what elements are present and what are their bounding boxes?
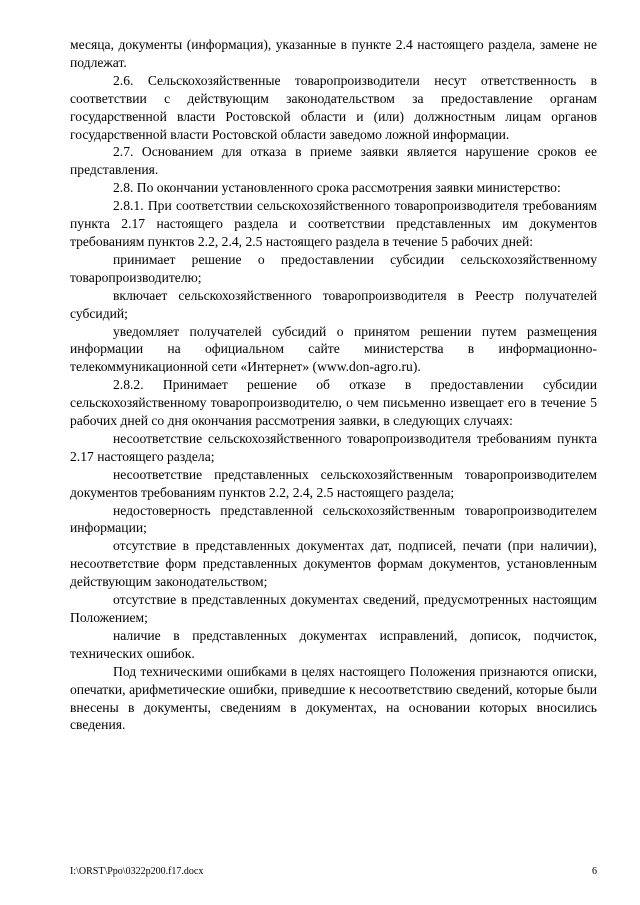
paragraph: отсутствие в представленных документах дат, подписей, печати (при наличии), несоответствие форм представленных документов формам документов, установленным действующим законодательством; [70, 538, 597, 590]
paragraph: наличие в представленных документах исправлений, дописок, подчисток, технических ошибок. [70, 627, 597, 661]
document-body [70, 36, 597, 734]
paragraph: недостоверность представленной сельскохозяйственным товаропроизводителем информации; [70, 502, 597, 536]
paragraph: месяца, документы (информация), указанные в пункте 2.4 настоящего раздела, замене не подлежат. [70, 37, 597, 70]
paragraph: несоответствие сельскохозяйственного товаропроизводителя требованиям пункта 2.17 настоящего раздела; [70, 430, 597, 464]
page-number: 6 [592, 866, 597, 877]
footer-file-path: I:\ORST\Ppo\0322p200.f17.docx [70, 866, 204, 877]
paragraph: Под техническими ошибками в целях настоящего Положения признаются описки, опечатки, арифметические ошибки, приведшие к несоответствию сведений, которые были внесены в документы, сведениям в документах, на основании которых вносились сведения. [70, 663, 597, 733]
paragraph: 2.7. Основанием для отказа в приеме заявки является нарушение сроков ее представления. [70, 144, 597, 178]
paragraph: 2.8. По окончании установленного срока рассмотрения заявки министерство: [113, 180, 561, 196]
paragraph: включает сельскохозяйственного товаропроизводителя в Реестр получателей субсидий; [70, 287, 597, 321]
paragraph: 2.6. Сельскохозяйственные товаропроизводители несут ответственность в соответствии с действующим законодательством за предоставление органам государственной власти Ростовской области и (или) должностным лицам органов государственной власти Ростовской области заведомо ложной информации. [70, 72, 597, 142]
paragraph: уведомляет получателей субсидий о принятом решении путем размещения информации на официальном сайте министерства в информационно-телекоммуникационной сети «Интернет» (www.don-agro.ru). [70, 323, 597, 375]
paragraph: несоответствие представленных сельскохозяйственным товаропроизводителем документов требованиям пунктов 2.2, 2.4, 2.5 настоящего раздела; [70, 466, 597, 500]
paragraph: 2.8.2. Принимает решение об отказе в предоставлении субсидии сельскохозяйственному товаропроизводителю, о чем письменно извещает его в течение 5 рабочих дней со дня окончания рассмотрения заявки, в следующих случаях: [70, 377, 597, 429]
paragraph: 2.8.1. При соответствии сельскохозяйственного товаропроизводителя требованиям пункта 2.17 настоящего раздела и соответствии представленных им документов требованиям пунктов 2.2, 2.4, 2.5 настоящего раздела в течение 5 рабочих дней: [70, 198, 597, 249]
paragraph: отсутствие в представленных документах сведений, предусмотренных настоящим Положением; [70, 592, 597, 625]
paragraph: принимает решение о предоставлении субсидии сельскохозяйственному товаропроизводителю; [70, 251, 597, 285]
